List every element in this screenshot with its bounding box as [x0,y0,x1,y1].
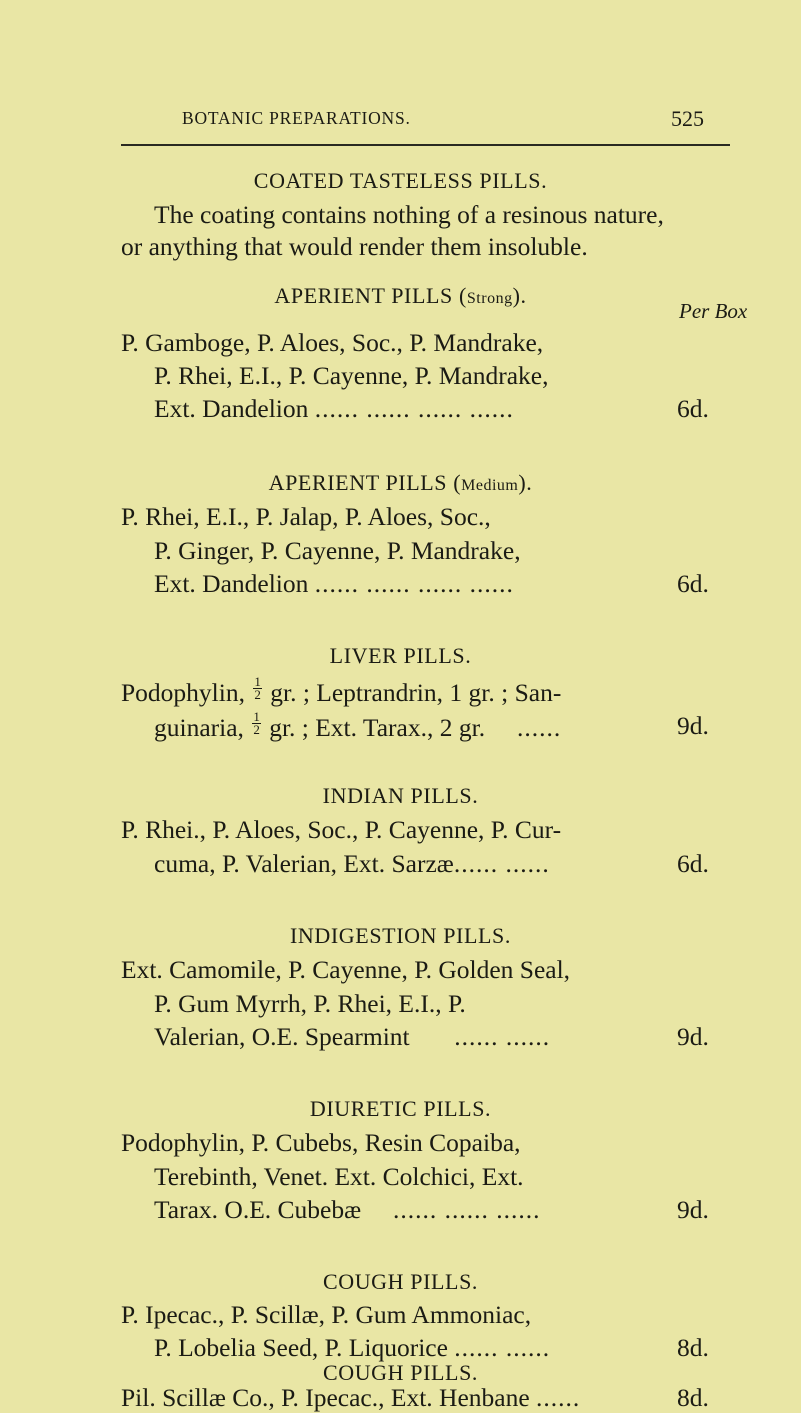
price: 9d. [677,711,709,740]
text-line: Podophylin, $\frac{1}{2}$ gr. ; Leptrandrin, 1 gr. ; San- [121,674,562,707]
section-title-diuretic: DIURETIC PILLS. [309,1096,492,1121]
section-title-aperient-strong: APERIENT PILLS (Strong). [274,283,527,308]
section-title-cough-1: COUGH PILLS. [322,1269,479,1294]
intro-line-1: The coating contains nothing of a resinous nature, [154,200,664,229]
page-number: 525 [671,106,704,131]
text-line: P. Gamboge, P. Aloes, Soc., P. Mandrake, [121,328,544,357]
price: 6d. [677,394,709,423]
price: 8d. [677,1333,709,1362]
price: 9d. [677,1195,709,1224]
text-line: P. Rhei, E.I., P. Cayenne, P. Mandrake, [154,361,549,390]
text-line: guinaria, $\frac{1}{2}$ gr. ; Ext. Tarax., 2 gr. ...... [154,709,562,742]
text-line: P. Lobelia Seed, P. Liquorice ...... ...... [154,1333,551,1362]
section-title-cough-2: COUGH PILLS. [322,1360,479,1385]
running-title: BOTANIC PREPARATIONS. [182,108,411,128]
text-line: cuma, P. Valerian, Ext. Sarzæ...... ...... [154,849,550,878]
intro-title: COATED TASTELESS PILLS. [253,168,548,193]
fraction: $\frac{1}{2}$ [254,674,261,702]
text-line: P. Gum Myrrh, P. Rhei, E.I., P. [154,989,466,1018]
price: 9d. [677,1022,709,1051]
text-line: Podophylin, P. Cubebs, Resin Copaiba, [121,1128,521,1157]
running-header [0,108,801,138]
price: 6d. [677,569,709,598]
text-line: Ext. Dandelion ...... ...... ...... ...... [154,569,514,598]
intro-line-2: or anything that would render them insoluble. [121,232,588,261]
fraction: $\frac{1}{2}$ [253,709,260,737]
section-title-aperient-medium: APERIENT PILLS (Medium). [268,470,533,495]
text-line: Ext. Dandelion ...... ...... ...... ...... [154,394,514,423]
text-line: P. Ipecac., P. Scillæ, P. Gum Ammoniac, [121,1300,532,1329]
text-line: Valerian, O.E. Spearmint ...... ...... [154,1022,551,1051]
price: 8d. [677,1383,709,1412]
text-line: Ext. Camomile, P. Cayenne, P. Golden Seal, [121,955,571,984]
section-title-liver: LIVER PILLS. [329,643,472,668]
per-box-label: Per Box [679,299,748,323]
price: 6d. [677,849,709,878]
section-title-indian: INDIAN PILLS. [322,783,479,808]
text-line: P. Rhei., P. Aloes, Soc., P. Cayenne, P. Cur- [121,815,562,844]
text-line: Terebinth, Venet. Ext. Colchici, Ext. [154,1162,524,1191]
section-title-indigestion: INDIGESTION PILLS. [289,923,511,948]
text-line: P. Rhei, E.I., P. Jalap, P. Aloes, Soc., [121,502,491,531]
header-rule [121,144,730,146]
text-line: Pil. Scillæ Co., P. Ipecac., Ext. Henbane ...... [121,1383,581,1412]
text-line: Tarax. O.E. Cubebæ ...... ...... ...... [154,1195,541,1224]
text-line: P. Ginger, P. Cayenne, P. Mandrake, [154,536,521,565]
